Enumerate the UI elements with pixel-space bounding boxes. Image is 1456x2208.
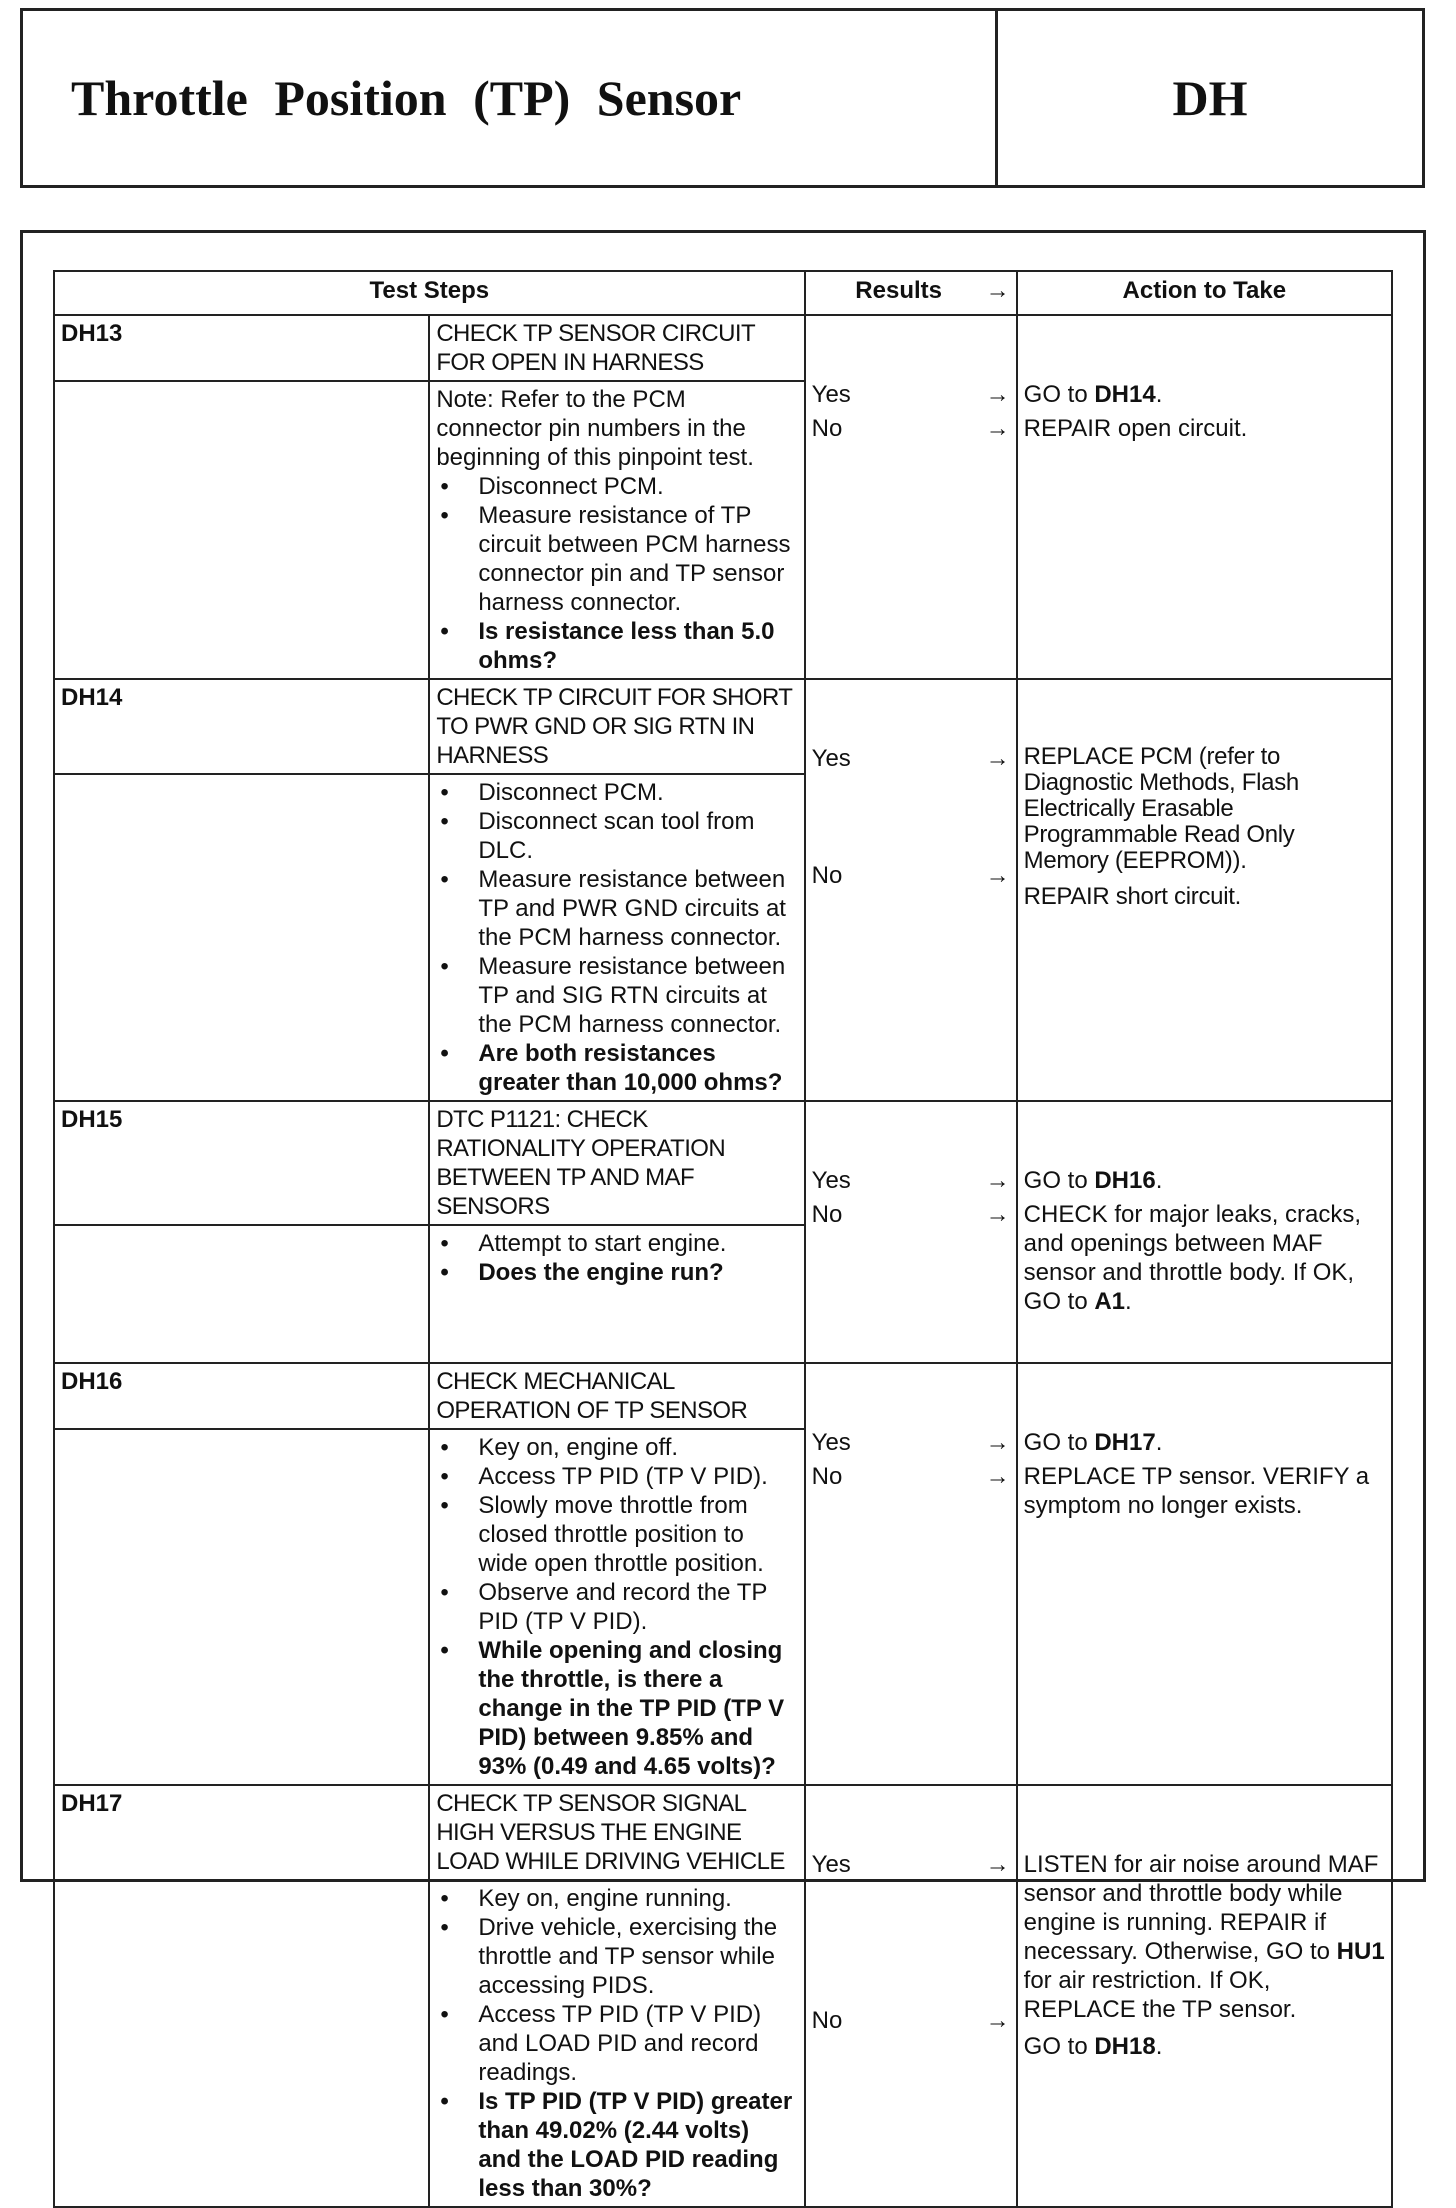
arrow-icon: →	[985, 1201, 1010, 1228]
section-code: DH	[1172, 70, 1248, 126]
test-steps-table	[53, 270, 1393, 2208]
col-test-steps: Test Steps	[54, 271, 805, 315]
result-label: No	[811, 1463, 843, 1490]
list-item: • Observe and record the TP PID (TP V PID).	[436, 1578, 797, 1636]
result-label: Yes	[811, 381, 851, 408]
step-heading: CHECK TP CIRCUIT FOR SHORT TO PWR GND OR SIG RTN IN HARNESS	[429, 679, 804, 774]
result-label: Yes	[811, 1167, 851, 1194]
page-header	[20, 8, 1425, 188]
test-step-dh15	[54, 1101, 1392, 1363]
result-no	[812, 1462, 1010, 1491]
action-no	[1024, 1200, 1385, 1316]
step-question: • Are both resistances greater than 10,000 ohms?	[436, 1039, 797, 1097]
results-cell	[805, 1101, 1017, 1363]
list-item: • Attempt to start engine.	[436, 1229, 797, 1258]
step-id: DH13	[54, 315, 429, 381]
step-question: • Is TP PID (TP V PID) greater than 49.02% (2.44 volts) and the LOAD PID reading less than 30%?	[436, 2087, 797, 2203]
action-yes	[1024, 1166, 1385, 1195]
list-item: • Key on, engine running.	[436, 1884, 797, 1913]
test-step-dh16	[54, 1363, 1392, 1785]
result-label: No	[811, 415, 843, 442]
step-link[interactable]: HU1	[1336, 1938, 1385, 1965]
step-heading: CHECK MECHANICAL OPERATION OF TP SENSOR	[429, 1363, 804, 1429]
action-cell	[1017, 315, 1392, 679]
step-id: DH17	[54, 1785, 429, 1880]
arrow-icon: →	[985, 1167, 1010, 1194]
list-item: • Disconnect PCM.	[436, 472, 797, 501]
step-body	[429, 1429, 804, 1785]
list-item: • Disconnect PCM.	[436, 778, 797, 807]
step-heading: CHECK TP SENSOR CIRCUIT FOR OPEN IN HARNESS	[429, 315, 804, 381]
step-body	[429, 1225, 804, 1363]
arrow-icon: →	[985, 1463, 1010, 1490]
step-bullets	[436, 1433, 797, 1781]
action-text: .	[1155, 1429, 1163, 1456]
result-label: Yes	[811, 1429, 851, 1456]
step-body	[429, 381, 804, 679]
list-item: • Key on, engine off.	[436, 1433, 797, 1462]
action-no	[1024, 882, 1385, 911]
list-item: • Access TP PID (TP V PID).	[436, 1462, 797, 1491]
arrow-icon: →	[985, 415, 1010, 442]
action-text: GO to	[1023, 1167, 1095, 1194]
result-label: No	[811, 862, 843, 889]
result-yes	[812, 1850, 1010, 1879]
results-cell	[805, 315, 1017, 679]
results-cell	[805, 679, 1017, 1101]
list-item: • Measure resistance between TP and PWR GND circuits at the PCM harness connector.	[436, 865, 797, 952]
result-no	[812, 414, 1010, 443]
action-no	[1024, 1462, 1385, 1520]
action-yes	[1024, 1428, 1385, 1457]
table-header-row	[54, 271, 1392, 315]
result-label: Yes	[811, 1851, 851, 1878]
result-no	[812, 2006, 1010, 2035]
test-step-dh17	[54, 1785, 1392, 2207]
step-id: DH16	[54, 1363, 429, 1429]
action-text: REPAIR open circuit.	[1023, 415, 1248, 442]
action-cell	[1017, 1101, 1392, 1363]
action-text: REPLACE PCM (refer to Diagnostic Methods, Flash Electrically Erasable Programmable Read Only Memory (EEPROM)).	[1023, 743, 1299, 874]
step-link[interactable]: DH16	[1094, 1167, 1156, 1194]
list-item: • Drive vehicle, exercising the throttle and TP sensor while accessing PIDS.	[436, 1913, 797, 2000]
step-note: Note: Refer to the PCM connector pin numbers in the beginning of this pinpoint test.	[436, 386, 754, 471]
result-no	[812, 861, 1010, 890]
step-link[interactable]: DH17	[1094, 1429, 1156, 1456]
action-text: GO to	[1023, 381, 1095, 408]
col-action: Action to Take	[1017, 271, 1392, 315]
action-text: LISTEN for air noise around MAF sensor and throttle body while engine is running. REPAIR if necessary. Otherwise, GO to	[1023, 1851, 1379, 1965]
step-id: DH15	[54, 1101, 429, 1225]
action-text: .	[1155, 1167, 1163, 1194]
step-link[interactable]: DH18	[1094, 2033, 1156, 2060]
action-text: .	[1155, 2033, 1163, 2060]
step-body	[429, 1880, 804, 2207]
step-bullets	[436, 472, 797, 675]
list-item: • Access TP PID (TP V PID) and LOAD PID and record readings.	[436, 2000, 797, 2087]
action-text: .	[1125, 1288, 1132, 1315]
results-cell	[805, 1785, 1017, 2207]
action-text: for air restriction. If OK, REPLACE the TP sensor.	[1023, 1967, 1297, 2023]
action-no	[1024, 2032, 1385, 2061]
action-cell	[1017, 679, 1392, 1101]
pinpoint-test-panel	[20, 230, 1426, 2202]
result-yes	[812, 744, 1010, 773]
step-bullets	[436, 1229, 797, 1287]
list-item: • Disconnect scan tool from DLC.	[436, 807, 797, 865]
step-heading: DTC P1121: CHECK RATIONALITY OPERATION BETWEEN TP AND MAF SENSORS	[429, 1101, 804, 1225]
arrow-icon: →	[985, 745, 1010, 772]
step-link[interactable]: DH14	[1094, 381, 1156, 408]
list-item: • Measure resistance between TP and SIG RTN circuits at the PCM harness connector.	[436, 952, 797, 1039]
action-yes	[1024, 380, 1385, 409]
step-heading: CHECK TP SENSOR SIGNAL HIGH VERSUS THE ENGINE LOAD WHILE DRIVING VEHICLE	[429, 1785, 804, 1880]
arrow-icon: →	[985, 862, 1010, 889]
arrow-icon: →	[985, 277, 1010, 304]
step-bullets	[436, 1884, 797, 2203]
action-yes	[1024, 1850, 1385, 2024]
action-text: CHECK for major leaks, cracks, and openings between MAF sensor and throttle body. If OK, GO to	[1023, 1201, 1362, 1315]
result-label: No	[811, 1201, 843, 1228]
arrow-icon: →	[985, 381, 1010, 408]
action-text: GO to	[1023, 2033, 1095, 2060]
list-item: • Measure resistance of TP circuit between PCM harness connector pin and TP sensor harness connector.	[436, 501, 797, 617]
arrow-icon: →	[985, 1429, 1010, 1456]
action-text: REPAIR short circuit.	[1023, 883, 1241, 910]
result-no	[812, 1200, 1010, 1229]
col-results	[805, 271, 1017, 315]
action-text: REPLACE TP sensor. VERIFY a symptom no longer exists.	[1023, 1463, 1370, 1519]
step-link[interactable]: A1	[1094, 1288, 1126, 1315]
results-cell	[805, 1363, 1017, 1785]
result-yes	[812, 380, 1010, 409]
step-question: • While opening and closing the throttle, is there a change in the TP PID (TP V PID) between 9.85% and 93% (0.49 and 4.65 volts)?	[436, 1636, 797, 1781]
result-label: Yes	[811, 745, 851, 772]
action-cell	[1017, 1785, 1392, 2207]
step-bullets	[436, 778, 797, 1097]
result-yes	[812, 1166, 1010, 1195]
action-yes	[1024, 744, 1385, 874]
arrow-icon: →	[985, 1851, 1010, 1878]
action-text: GO to	[1023, 1429, 1095, 1456]
test-step-dh13	[54, 315, 1392, 679]
test-step-dh14	[54, 679, 1392, 1101]
arrow-icon: →	[985, 2007, 1010, 2034]
result-yes	[812, 1428, 1010, 1457]
action-no	[1024, 414, 1385, 443]
page-title: Throttle Position (TP) Sensor	[23, 11, 998, 185]
action-text: .	[1155, 381, 1163, 408]
col-results-label: Results	[855, 277, 942, 304]
step-question: • Is resistance less than 5.0 ohms?	[436, 617, 797, 675]
list-item: • Slowly move throttle from closed throttle position to wide open throttle position.	[436, 1491, 797, 1578]
step-id: DH14	[54, 679, 429, 774]
step-question: • Does the engine run?	[436, 1258, 797, 1287]
action-cell	[1017, 1363, 1392, 1785]
step-body	[429, 774, 804, 1101]
result-label: No	[811, 2007, 843, 2034]
